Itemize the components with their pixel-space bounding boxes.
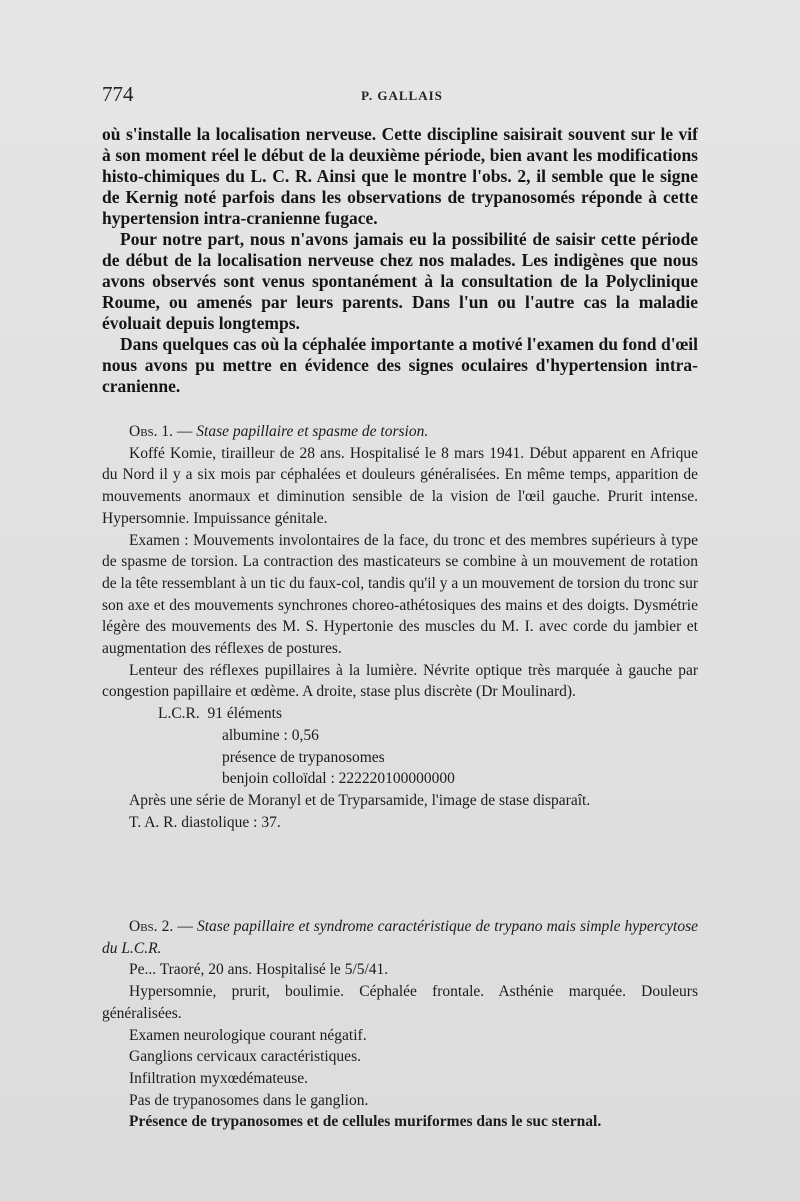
paragraph: Pour notre part, nous n'avons jamais eu la possibilité de saisir cette période de début de la localisation nerveuse chez nos malades. Les indigènes que nous avons observés sont venus spontanément à la consultation de la Polyclinique Roume, ou amenés par leurs parents. Dans l'un ou l'autre cas la maladie évoluait depuis longtemps. <box>102 229 698 333</box>
page-header <box>102 82 702 108</box>
paragraph: Présence de trypanosomes et de cellules muriformes dans le suc sternal. <box>129 1113 602 1131</box>
paragraph: où s'installe la localisation nerveuse. Cette discipline saisirait souvent sur le vif à son moment réel le début de la deuxième période, bien avant les modifications histo-chimiques du L. C. R. Ainsi que le montre l'obs. 2, il semble que le signe de Kernig noté parfois dans les observations de trypanosomés réponde à cette hypertension intra-cranienne fugace. <box>102 124 698 228</box>
paragraph: Après une série de Moranyl et de Tryparsamide, l'image de stase disparaît. <box>129 791 591 809</box>
observation-label: Obs. 1. <box>129 423 174 440</box>
paragraph: Pas de trypanosomes dans le ganglion. <box>129 1091 369 1109</box>
title-dash: — <box>173 423 197 440</box>
lcr-trypanosomes: présence de trypanosomes <box>222 748 385 766</box>
paragraph: Pe... Traoré, 20 ans. Hospitalisé le 5/5/41. <box>129 961 389 979</box>
observation-1 <box>102 421 698 833</box>
observation-2 <box>102 916 698 1133</box>
observation-title <box>102 421 698 443</box>
paragraph: Examen : Mouvements involontaires de la face, du tronc et des membres supérieurs à type de spasme de torsion. La contraction des masticateurs se combine à un mouvement de rotation de la tête ressemblant à un tic du faux-col, tandis qu'il y a un mouvement de torsion du tronc sur son axe et des mouvements synchrones choreo-athétosiques des mains et des doigts. Dysmétrie légère des mouvements des M. S. Hypertonie des muscles du M. I. avec corde du jambier et augmentation des réflexes de postures. <box>102 531 698 658</box>
paragraph: Dans quelques cas où la céphalée importante a motivé l'examen du fond d'œil nous avons pu mettre en évidence des signes oculaires d'hypertension intra-cranienne. <box>102 334 698 396</box>
observation-label: Obs. 2. <box>129 918 174 935</box>
paragraph: Hypersomnie, prurit, boulimie. Céphalée frontale. Asthénie marquée. Douleurs généralisées. <box>102 983 698 1022</box>
paragraph: Ganglions cervicaux caractéristiques. <box>129 1048 361 1066</box>
lcr-elements: 91 éléments <box>207 705 282 723</box>
tar-line: T. A. R. diastolique : 37. <box>129 813 281 831</box>
observation-heading: Stase papillaire et syndrome caractéristique de trypano mais simple hypercytose du L.C.R. <box>102 918 698 957</box>
title-dash: — <box>173 918 197 935</box>
bold-section <box>102 124 698 397</box>
lcr-line <box>102 703 698 725</box>
observation-title <box>102 916 698 959</box>
lcr-albumine: albumine : 0,56 <box>222 726 319 744</box>
lcr-label: L.C.R. <box>158 705 200 723</box>
paragraph: Koffé Komie, tirailleur de 28 ans. Hospitalisé le 8 mars 1941. Début apparent en Afrique du Nord il y a six mois par céphalées et douleurs généralisées. En même temps, apparition de mouvements anormaux et diminution sensible de la vision de l'œil gauche. Prurit intense. Hypersomnie. Impuissance génitale. <box>102 444 698 527</box>
paragraph: Examen neurologique courant négatif. <box>129 1026 367 1044</box>
paragraph: Lenteur des réflexes pupillaires à la lumière. Névrite optique très marquée à gauche par congestion papillaire et œdème. A droite, stase plus discrète (Dr Moulinard). <box>102 661 698 701</box>
observation-heading: Stase papillaire et spasme de torsion. <box>196 423 429 440</box>
page-number: 774 <box>102 82 134 106</box>
paragraph: Infiltration myxœdémateuse. <box>129 1069 309 1087</box>
lcr-benjoin: benjoin colloïdal : 222220100000000 <box>222 770 455 788</box>
running-head: P. GALLAIS <box>361 88 443 103</box>
